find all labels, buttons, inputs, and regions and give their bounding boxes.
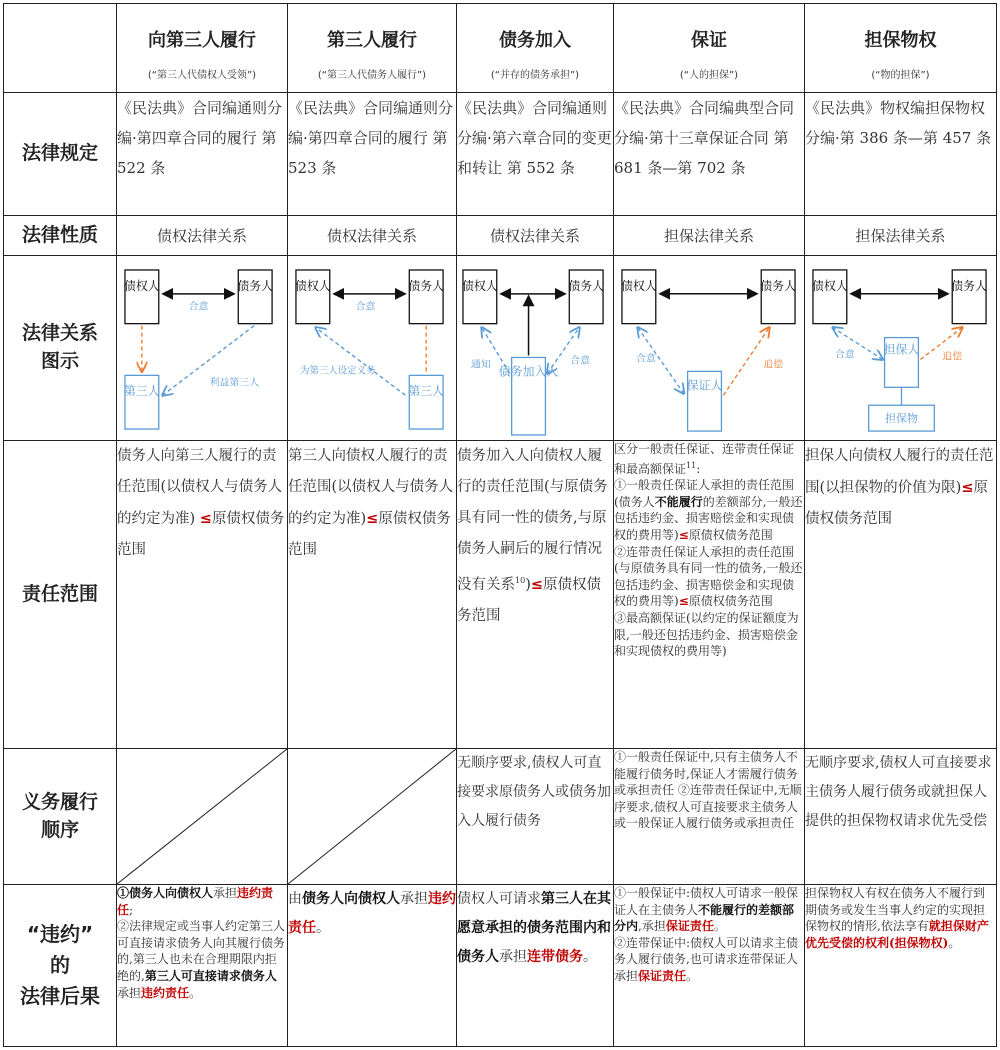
col-title: 向第三人履行 xyxy=(148,30,256,51)
red-text: 保证责任 xyxy=(638,969,687,983)
le-symbol: ≤ xyxy=(678,528,689,542)
debtor-label: 债务人 xyxy=(568,278,605,293)
text: 由 xyxy=(288,891,302,908)
breach-row xyxy=(4,885,997,1047)
diagonal-line xyxy=(117,749,287,884)
text: 债务加入人向债权人履行的责任范围(与原债务具有同一性的债务,与原债务人嗣后的履行情况没有关系 xyxy=(457,448,608,593)
breach-cell xyxy=(117,885,288,1047)
joiner-label: 债务加入人 xyxy=(498,364,559,379)
debtor-label: 债务人 xyxy=(951,278,988,293)
le-symbol: ≤ xyxy=(961,479,974,497)
col-subtitle: (“人的担保”) xyxy=(679,70,739,81)
row-label-line: 义务履行 xyxy=(21,790,98,813)
law-cell: 《民法典》合同编通则分编·第四章合同的履行 第 522 条 xyxy=(117,93,288,216)
row-label-breach xyxy=(4,885,117,1047)
col-head-third-party-receipt xyxy=(117,4,288,93)
text: ②连带保证中:债权人可以请求主债务人履行债务,也可请求连带保证人承担 xyxy=(614,935,799,983)
row-label-law: 法律规定 xyxy=(4,93,117,216)
law-cell: 《民法典》合同编典型合同分编·第十三章保证合同 第 681 条—第 702 条 xyxy=(614,93,805,216)
col-head-guarantee xyxy=(614,4,805,93)
row-label-line: 顺序 xyxy=(40,818,79,841)
collateral-label: 担保物 xyxy=(885,413,918,426)
relation-diagram xyxy=(288,256,456,440)
third-party-label: 第三人 xyxy=(123,384,160,399)
diagram-row xyxy=(4,256,997,441)
corner-cell xyxy=(4,4,117,93)
footnote-ref: 11 xyxy=(686,460,697,470)
security-person-label: 担保人 xyxy=(883,342,920,357)
creditor-label: 债权人 xyxy=(620,278,657,293)
diagram-guarantee xyxy=(614,256,805,441)
red-text: 违约责任 xyxy=(141,985,190,1000)
row-label-diagram xyxy=(4,256,117,441)
text: 。 xyxy=(713,919,726,934)
diagram-debt-joinder xyxy=(457,256,614,441)
debtor-label: 债务人 xyxy=(408,278,445,293)
breach-cell xyxy=(457,885,614,1047)
diagram-security-right xyxy=(805,256,997,441)
relation-diagram xyxy=(805,256,996,440)
text: ; xyxy=(129,902,134,917)
text: ①一般保证中:债权人可请求一般保证人在主债务人 xyxy=(614,886,799,917)
text: 。 xyxy=(686,969,699,983)
text: ①一般责任保证人承担的责任范围(债务人 xyxy=(614,478,795,509)
le-symbol: ≤ xyxy=(678,594,689,609)
breach-cell xyxy=(288,885,457,1047)
text: 区分一般责任保证、连带责任保证和最高额保证 xyxy=(614,442,795,476)
liability-cell xyxy=(288,441,457,749)
col-title: 债务加入 xyxy=(499,30,571,51)
law-row xyxy=(4,93,997,216)
bold-text: 第三人可直接请求债务人 xyxy=(144,969,277,983)
text: 原债权债务范围 xyxy=(688,594,773,609)
red-text: 就担保财产优先受偿的权利(担保物权) xyxy=(805,919,989,950)
nature-row xyxy=(4,216,997,256)
text: 。 xyxy=(316,920,330,937)
text: 的差额部分,一般还包括违约金、损害赔偿金和实现债权的费用等) xyxy=(614,494,803,542)
law-cell: 《民法典》合同编通则分编·第四章合同的履行 第 523 条 xyxy=(288,93,457,216)
law-cell: 《民法典》合同编通则分编·第六章合同的变更和转让 第 552 条 xyxy=(457,93,614,216)
red-text: 违约责任 xyxy=(117,886,274,917)
agree-label: 合意 xyxy=(355,301,376,313)
recourse-label: 追偿 xyxy=(942,351,963,363)
row-label-line: 法律后果 xyxy=(20,984,100,1009)
row-label-line: 法律关系 xyxy=(21,322,98,345)
text: ,承担 xyxy=(638,919,666,934)
red-text: 连带债务 xyxy=(527,949,583,966)
breach-cell xyxy=(614,885,805,1047)
bold-text: 不能履行的差额部分内 xyxy=(614,902,795,934)
relation-diagram xyxy=(117,256,287,440)
creditor-label: 债权人 xyxy=(811,278,848,293)
header-row xyxy=(4,4,997,93)
order-cell: 无顺序要求,债权人可直接要求原债务人或债务加入人履行债务 xyxy=(457,749,614,885)
recourse-label: 追偿 xyxy=(763,359,784,371)
text: : xyxy=(696,461,701,476)
col-title: 保证 xyxy=(691,30,727,51)
order-row xyxy=(4,749,997,885)
relation-diagram xyxy=(457,256,613,440)
order-cell: 无顺序要求,债权人可直接要求主债务人履行债务或就担保人提供的担保物权请求优先受偿 xyxy=(805,749,997,885)
col-subtitle: (“物的担保”) xyxy=(871,70,930,81)
row-label-line: 的 xyxy=(50,953,70,978)
debtor-label: 债务人 xyxy=(237,278,274,293)
law-cell: 《民法典》物权编担保物权分编·第 386 条—第 457 条 xyxy=(805,93,997,216)
row-label-order xyxy=(4,749,117,885)
text: 债权人可请求 xyxy=(457,891,541,908)
col-head-debt-joinder xyxy=(457,4,614,93)
text: 原债权债务范围 xyxy=(688,528,773,542)
diagram-third-party-receipt xyxy=(117,256,288,441)
blue-dashed-arrow xyxy=(316,328,405,396)
text: 。 xyxy=(583,949,597,966)
footnote-ref: 10 xyxy=(515,576,526,586)
creditor-label: 债权人 xyxy=(294,278,331,293)
agree-label: 合意 xyxy=(570,355,591,367)
agree-label: 合意 xyxy=(188,301,209,313)
nature-cell: 债权法律关系 xyxy=(288,216,457,256)
agree-label: 合意 xyxy=(834,349,855,361)
text: 债务人向第三人履行的责任范围(以债权人与债务人的约定为准) xyxy=(117,448,283,528)
col-title: 担保物权 xyxy=(864,30,937,51)
col-subtitle: (“第三人代债权人受领”) xyxy=(147,70,257,81)
text: 承担 xyxy=(400,891,428,908)
nature-cell: 债权法律关系 xyxy=(117,216,288,256)
order-cell: ①一般责任保证中,只有主债务人不能履行债务时,保证人才需履行债务或承担责任 ②连带责任保证中,无顺序要求,债权人可直接要求主债务人或一般保证人履行债务或承担责任 xyxy=(614,749,805,885)
nature-cell: 债权法律关系 xyxy=(457,216,614,256)
text: 担保物权人有权在债务人不履行到期债务或发生当事人约定的实现担保物权的情形,依法享有 xyxy=(805,886,986,934)
agree-label: 合意 xyxy=(635,353,656,365)
liability-cell xyxy=(805,441,997,749)
row-label-nature: 法律性质 xyxy=(4,216,117,256)
row-label-line: 图示 xyxy=(40,350,79,373)
text: 。 xyxy=(189,985,202,1000)
text: 原债权债务范围 xyxy=(288,511,451,559)
row-label-liability: 责任范围 xyxy=(4,441,117,749)
text: 承担 xyxy=(117,985,142,1000)
red-text: 违约责任 xyxy=(288,891,456,937)
text: 承担 xyxy=(213,886,238,901)
bold-text: 不能履行 xyxy=(654,494,703,509)
le-symbol: ≤ xyxy=(199,510,212,528)
text: ②连带责任保证人承担的责任范围(与原债务具有同一性的债务,一般还包括违约金、损害赔偿金和实现债权的费用等) xyxy=(614,544,803,609)
col-head-security-right xyxy=(805,4,997,93)
diagonal-line xyxy=(288,749,456,884)
third-party-label: 第三人 xyxy=(408,384,445,399)
empty-cell-diagonal xyxy=(288,749,457,885)
creditor-label: 债权人 xyxy=(123,278,160,293)
row-label-line: “违约” xyxy=(26,922,94,947)
diagram-third-party-performance xyxy=(288,256,457,441)
relation-diagram xyxy=(614,256,804,440)
nature-cell: 担保法律关系 xyxy=(614,216,805,256)
liability-cell xyxy=(457,441,614,749)
col-head-third-party-performance xyxy=(288,4,457,93)
notify-label: 通知 xyxy=(470,359,491,371)
empty-cell-diagonal xyxy=(117,749,288,885)
text: ②法律规定或当事人约定第三人可直接请求债务人向其履行债务的,第三人也未在合理期限内拒绝的, xyxy=(117,919,286,983)
breach-cell xyxy=(805,885,997,1047)
liability-cell xyxy=(614,441,805,749)
debtor-label: 债务人 xyxy=(760,278,797,293)
comparison-table xyxy=(3,3,997,1047)
text: 原债权债务范围 xyxy=(457,576,602,624)
bold-text: 第三人在其愿意承担的债务范围内和债务人 xyxy=(457,891,611,966)
red-text: 保证责任 xyxy=(665,919,714,934)
benefit-label: 利益第三人 xyxy=(209,377,260,389)
col-title: 第三人履行 xyxy=(327,30,417,51)
creditor-label: 债权人 xyxy=(461,278,498,293)
bold-text: 债务人向债权人 xyxy=(302,891,400,908)
text: 第三人向债权人履行的责任范围(以债权人与债务人的约定为准) xyxy=(288,448,454,528)
col-subtitle: (“并存的债务承担”) xyxy=(490,70,580,81)
text: ) xyxy=(525,576,531,593)
nature-cell: 担保法律关系 xyxy=(805,216,997,256)
set-duty-label: 为第三人设定义务 xyxy=(299,365,376,377)
guarantor-label: 保证人 xyxy=(686,378,723,393)
agree-arrow xyxy=(547,328,579,374)
text: 。 xyxy=(948,935,961,950)
bold-text: ①债务人向债权人 xyxy=(117,886,214,901)
text: 原债权债务范围 xyxy=(117,511,285,559)
col-subtitle: (“第三人代债务人履行”) xyxy=(317,70,427,81)
text: 原债权债务范围 xyxy=(805,480,988,528)
le-symbol: ≤ xyxy=(366,510,379,528)
text: ③最高额保证(以约定的保证额度为限,一般还包括违约金、损害赔偿金和实现债权的费用等) xyxy=(614,610,799,659)
text: 承担 xyxy=(499,949,527,966)
liability-cell xyxy=(117,441,288,749)
le-symbol: ≤ xyxy=(530,575,544,593)
liability-row xyxy=(4,441,997,749)
text: 担保人向债权人履行的责任范围(以担保物的价值为限) xyxy=(805,448,994,497)
